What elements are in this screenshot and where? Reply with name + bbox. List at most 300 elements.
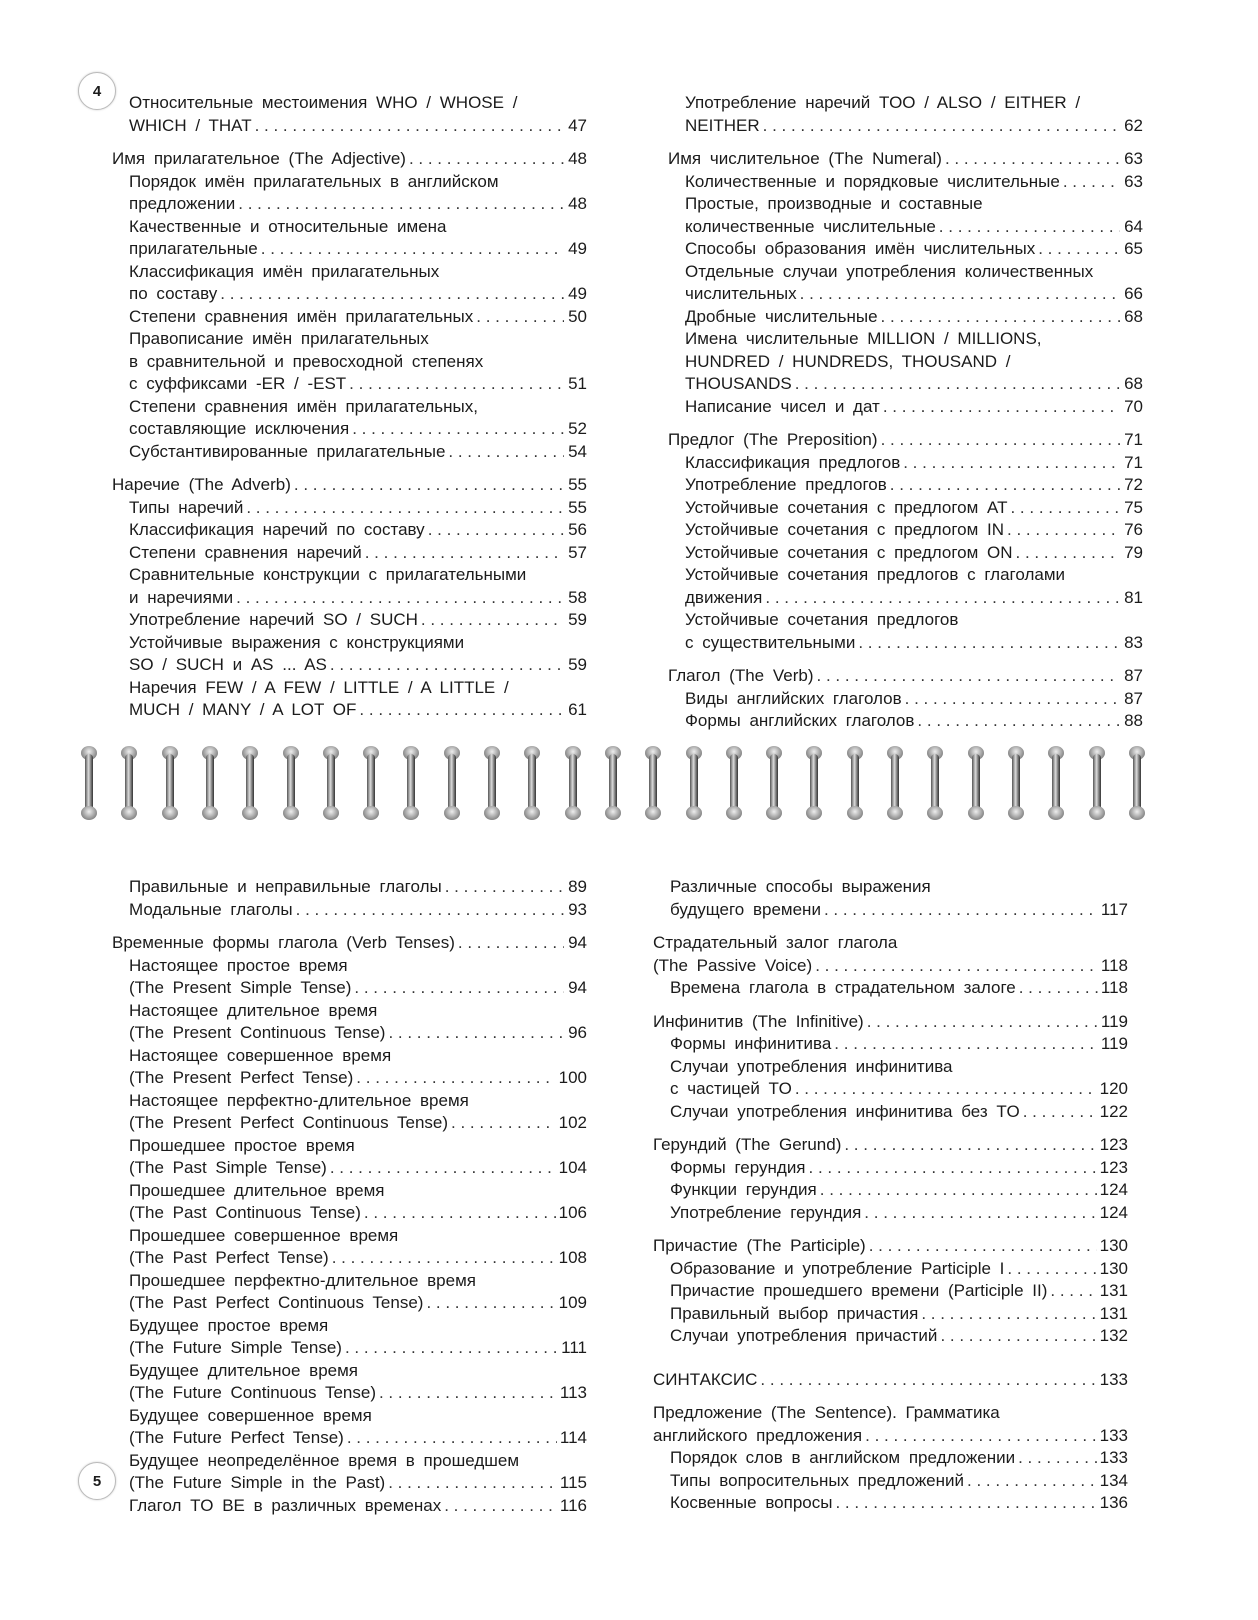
toc-entry: [653, 1033, 1128, 1056]
dot-leader: [451, 1112, 556, 1135]
toc-page-number: 71: [1124, 452, 1143, 472]
toc-page-number: 133: [1099, 1425, 1128, 1445]
toc-entry-title: Формы английских глаголов: [685, 711, 915, 730]
toc-page-number: 88: [1124, 711, 1143, 730]
spiral-ring: [78, 742, 100, 822]
dot-leader: [347, 1427, 557, 1450]
spiral-ring: [924, 742, 946, 822]
toc-entry-text: Относительные местоимения WHO / WHOSE /: [129, 93, 518, 112]
toc-entry-title: Причастие прошедшего времени (Participle II): [670, 1281, 1048, 1300]
toc-column: [112, 92, 587, 722]
dot-leader: [220, 283, 564, 306]
toc-entry-title: (The Future Simple Tense): [129, 1338, 342, 1357]
dot-leader: [765, 587, 1120, 610]
dot-leader: [421, 609, 564, 632]
toc-entry-title: Дробные числительные: [685, 306, 878, 326]
dot-leader: [817, 665, 1121, 688]
toc-entry-title: английского предложения: [653, 1425, 863, 1445]
toc-page-number: 57: [568, 542, 587, 562]
toc-entry-text: Отдельные случаи употребления количественных: [685, 261, 1094, 281]
toc-entry: [668, 542, 1143, 565]
dot-leader: [261, 238, 564, 261]
toc-entry: [668, 497, 1143, 520]
toc-entry-text: Прошедшее простое время: [129, 1135, 355, 1155]
toc-entry: [668, 148, 1143, 171]
toc-entry-title: Типы вопросительных предложений: [670, 1470, 965, 1490]
toc-entry: [112, 1450, 587, 1495]
toc-entry: [668, 665, 1143, 688]
dot-leader: [834, 1033, 1098, 1056]
spiral-ring: [642, 742, 664, 822]
toc-page-number: 59: [568, 610, 587, 629]
toc-entry: [668, 564, 1143, 609]
dot-leader: [917, 710, 1120, 733]
toc-page-number: 68: [1124, 374, 1143, 393]
toc-entry-title: Имя числительное (The Numeral): [668, 149, 942, 168]
spiral-ring: [763, 742, 785, 822]
dot-leader: [795, 1078, 1097, 1101]
toc-page-number: 122: [1099, 1101, 1128, 1121]
spiral-ring: [844, 742, 866, 822]
toc-page-number: 130: [1099, 1236, 1128, 1255]
toc-entry-title: Формы инфинитива: [670, 1034, 832, 1053]
toc-entry: [112, 1180, 587, 1225]
toc-entry: [112, 1270, 587, 1315]
dot-leader: [869, 1235, 1097, 1258]
toc-entry-text: Правописание имён прилагательных: [129, 329, 429, 348]
toc-entry: [653, 1325, 1128, 1348]
toc-page-number: 119: [1100, 1034, 1128, 1053]
dot-leader: [388, 1472, 557, 1495]
toc-page-number: 51: [568, 374, 587, 393]
dot-leader: [426, 1292, 555, 1315]
toc-entry: [112, 328, 587, 396]
toc-entry-title: Глагол TO BE в различных временах: [129, 1495, 442, 1515]
spiral-ring: [199, 742, 221, 822]
toc-entry-title: Субстантивированные прилагательные: [129, 441, 446, 461]
toc-entry: [653, 1402, 1128, 1447]
toc-entry-title: Временные формы глагола (Verb Tenses): [112, 933, 455, 952]
toc-page-number: 63: [1124, 171, 1143, 191]
dot-leader: [824, 899, 1098, 922]
toc-entry-title: Формы герундия: [670, 1157, 806, 1177]
spiral-ring: [562, 742, 584, 822]
toc-entry-title: (The Present Continuous Tense): [129, 1023, 386, 1042]
dot-leader: [379, 1382, 557, 1405]
dot-leader: [809, 1157, 1097, 1180]
dot-leader: [246, 497, 564, 520]
spiral-ring: [1086, 742, 1108, 822]
toc-entry-title: Употребление наречий SO / SUCH: [129, 610, 418, 629]
toc-page-number: 64: [1124, 216, 1143, 236]
toc-entry: [112, 216, 587, 261]
toc-page-number: 48: [568, 194, 587, 213]
toc-entry-text: HUNDRED / HUNDREDS, THOUSAND /: [685, 351, 1011, 371]
spiral-ring: [683, 742, 705, 822]
dot-leader: [294, 474, 564, 497]
toc-entry: [653, 1258, 1128, 1281]
toc-entry-title: прилагательные: [129, 239, 258, 258]
toc-entry: [668, 474, 1143, 497]
dot-leader: [458, 932, 564, 955]
top-page: [0, 0, 1258, 760]
toc-entry: [653, 1280, 1128, 1303]
spiral-ring: [360, 742, 382, 822]
toc-entry-title: (The Passive Voice): [653, 955, 813, 975]
toc-entry: [668, 193, 1143, 238]
toc-entry-title: Степени сравнения имён прилагательных: [129, 306, 474, 326]
spiral-ring: [602, 742, 624, 822]
dot-leader: [881, 429, 1120, 452]
toc-entry: [668, 688, 1143, 711]
toc-entry: [668, 429, 1143, 452]
toc-entry: [112, 955, 587, 1000]
toc-entry-title: Устойчивые сочетания с предлогом IN: [685, 520, 1005, 539]
toc-entry-title: (The Past Simple Tense): [129, 1158, 327, 1177]
toc-entry-title: составляющие исключения: [129, 419, 350, 438]
toc-page-number: 52: [568, 419, 587, 438]
spiral-ring: [239, 742, 261, 822]
toc-page-number: 56: [568, 520, 587, 539]
dot-leader: [945, 148, 1120, 171]
toc-column: [668, 92, 1143, 733]
dot-leader: [296, 899, 564, 922]
toc-entry-text: Качественные и относительные имена: [129, 216, 447, 236]
spiral-ring: [159, 742, 181, 822]
toc-entry-title: (The Past Perfect Tense): [129, 1248, 329, 1267]
spiral-ring: [481, 742, 503, 822]
dot-leader: [444, 1495, 557, 1518]
toc-entry: [668, 452, 1143, 475]
toc-entry: [653, 1235, 1128, 1258]
toc-entry-title: Модальные глаголы: [129, 899, 293, 919]
toc-entry-title: (The Present Perfect Continuous Tense): [129, 1113, 449, 1132]
toc-page-number: 108: [558, 1248, 587, 1267]
toc-page-number: 54: [568, 441, 587, 461]
toc-page-number: 55: [568, 497, 587, 517]
page-number: 5: [92, 1472, 102, 1490]
toc-page-number: 132: [1099, 1326, 1128, 1345]
toc-entry-title: Функции герундия: [670, 1180, 817, 1199]
toc-page-number: 81: [1124, 587, 1143, 607]
toc-entry: [112, 677, 587, 722]
toc-entry-title: Случаи употребления причастий: [670, 1326, 938, 1345]
toc-entry-title: Употребление герундия: [670, 1202, 862, 1222]
dot-leader: [1010, 497, 1120, 520]
toc-page-number: 119: [1100, 1011, 1128, 1031]
spiral-ring: [400, 742, 422, 822]
toc-column: [653, 876, 1128, 1515]
toc-entry: [112, 1405, 587, 1450]
toc-page-number: 118: [1100, 955, 1128, 975]
toc-entry-title: (The Present Perfect Tense): [129, 1068, 354, 1087]
toc-page-number: 83: [1124, 632, 1143, 652]
spiral-ring: [1005, 742, 1027, 822]
spiral-ring: [723, 742, 745, 822]
toc-page-number: 68: [1124, 306, 1143, 326]
spiral-ring: [1126, 742, 1148, 822]
toc-page-number: 123: [1099, 1135, 1128, 1154]
toc-entry-title: Устойчивые сочетания с предлогом AT: [685, 497, 1008, 517]
toc-page-number: 111: [561, 1338, 587, 1357]
toc-entry: [653, 1202, 1128, 1225]
toc-entry: [653, 932, 1128, 977]
dot-leader: [921, 1303, 1096, 1326]
dot-leader: [865, 1425, 1097, 1448]
toc-page-number: 75: [1124, 497, 1143, 517]
toc-entry-title: Случаи употребления инфинитива без TO: [670, 1101, 1020, 1121]
dot-leader: [940, 1325, 1096, 1348]
toc-entry: [668, 609, 1143, 654]
toc-entry: [668, 519, 1143, 542]
toc-entry-text: в сравнительной и превосходной степенях: [129, 351, 484, 371]
dot-leader: [1063, 171, 1120, 194]
toc-page-number: 47: [568, 115, 587, 135]
toc-entry: [653, 1179, 1128, 1202]
dot-leader: [1023, 1101, 1097, 1124]
toc-entry: [653, 1470, 1128, 1493]
toc-entry-title: Количественные и порядковые числительные: [685, 171, 1060, 191]
dot-leader: [1016, 542, 1120, 565]
dot-leader: [883, 396, 1120, 419]
toc-entry: [668, 261, 1143, 306]
toc-page-number: 89: [568, 877, 587, 896]
toc-page-number: 120: [1099, 1079, 1128, 1098]
toc-entry: [112, 396, 587, 441]
spiral-ring: [521, 742, 543, 822]
toc-entry-text: Будущее неопределённое время в прошедшем: [129, 1450, 520, 1470]
toc-entry-title: Правильный выбор причастия: [670, 1303, 919, 1323]
dot-leader: [448, 441, 564, 464]
dot-leader: [967, 1470, 1097, 1493]
toc-entry: [668, 328, 1143, 396]
toc-entry-title: Устойчивые сочетания с предлогом ON: [685, 542, 1013, 562]
toc-page-number: 124: [1099, 1180, 1128, 1199]
toc-entry-text: Прошедшее длительное время: [129, 1180, 385, 1200]
spiral-binding: [0, 742, 1258, 822]
toc-entry-title: Косвенные вопросы: [670, 1493, 833, 1512]
toc-entry-text: Будущее длительное время: [129, 1360, 359, 1380]
dot-leader: [1018, 1447, 1097, 1470]
toc-entry-text: Настоящее простое время: [129, 955, 348, 975]
toc-entry-text: Прошедшее перфектно-длительное время: [129, 1270, 476, 1290]
toc-page-number: 106: [558, 1203, 587, 1222]
toc-entry-title: (The Present Simple Tense): [129, 978, 352, 997]
dot-leader: [1038, 238, 1120, 261]
toc-entry-title: SO / SUCH и AS ... AS: [129, 655, 327, 674]
dot-leader: [330, 1157, 556, 1180]
dot-leader: [476, 306, 564, 329]
toc-entry: [112, 261, 587, 306]
page-number: 4: [92, 82, 102, 100]
toc-entry-title: СИНТАКСИС: [653, 1369, 758, 1389]
toc-entry-title: движения: [685, 587, 763, 607]
toc-page-number: 123: [1099, 1157, 1128, 1177]
toc-page-number: 131: [1099, 1303, 1128, 1323]
toc-entry: [112, 148, 587, 171]
toc-entry-title: Виды английских глаголов: [685, 688, 902, 708]
toc-entry: [112, 171, 587, 216]
toc-entry: [112, 1225, 587, 1270]
toc-entry-title: (The Future Continuous Tense): [129, 1383, 376, 1402]
toc-entry: [112, 519, 587, 542]
dot-leader: [1007, 1258, 1096, 1281]
dot-leader: [409, 148, 564, 171]
toc-entry-title: (The Past Perfect Continuous Tense): [129, 1293, 424, 1312]
toc-entry-title: WHICH / THAT: [129, 115, 252, 135]
toc-entry: [112, 497, 587, 520]
toc-entry-title: Образование и употребление Participle I: [670, 1258, 1005, 1278]
dot-leader: [356, 1067, 555, 1090]
toc-entry: [668, 238, 1143, 261]
toc-entry: [112, 441, 587, 464]
dot-leader: [939, 216, 1120, 239]
toc-entry-text: Наречия FEW / A FEW / LITTLE / A LITTLE /: [129, 677, 509, 697]
dot-leader: [881, 306, 1120, 329]
dot-leader: [815, 955, 1098, 978]
toc-entry-title: Порядок слов в английском предложении: [670, 1448, 1016, 1467]
toc-entry-title: Предлог (The Preposition): [668, 430, 878, 449]
toc-entry-title: Времена глагола в страдательном залоге: [670, 978, 1016, 997]
toc-entry-title: (The Past Continuous Tense): [129, 1203, 361, 1222]
toc-page-number: 59: [568, 655, 587, 674]
spiral-ring: [280, 742, 302, 822]
toc-entry-text: Предложение (The Sentence). Грамматика: [653, 1403, 1000, 1422]
toc-page-number: 63: [1124, 149, 1143, 168]
toc-entry-text: Будущее простое время: [129, 1315, 329, 1335]
toc-entry-text: Устойчивые выражения с конструкциями: [129, 632, 465, 652]
toc-page-number: 76: [1124, 520, 1143, 539]
spiral-ring: [965, 742, 987, 822]
spiral-ring: [118, 742, 140, 822]
toc-entry-text: Настоящее совершенное время: [129, 1045, 392, 1065]
toc-entry-text: Будущее совершенное время: [129, 1405, 372, 1425]
dot-leader: [238, 193, 564, 216]
toc-entry: [668, 710, 1143, 733]
toc-page-number: 48: [568, 149, 587, 168]
toc-entry-title: Способы образования имён числительных: [685, 239, 1036, 258]
dot-leader: [820, 1179, 1097, 1202]
toc-entry-text: Устойчивые сочетания предлогов с глаголами: [685, 565, 1066, 584]
dot-leader: [864, 1202, 1096, 1225]
dot-leader: [349, 373, 564, 396]
toc-entry-text: Случаи употребления инфинитива: [670, 1056, 953, 1076]
dot-leader: [1019, 977, 1098, 1000]
toc-page-number: 49: [568, 284, 587, 303]
toc-entry: [112, 474, 587, 497]
toc-page-number: 87: [1124, 666, 1143, 685]
toc-entry-title: Типы наречий: [129, 497, 244, 517]
toc-entry: [653, 1056, 1128, 1101]
bottom-page: [0, 858, 1258, 1620]
toc-page-number: 50: [568, 306, 587, 326]
toc-entry-title: предложении: [129, 194, 236, 213]
toc-page-number: 49: [568, 239, 587, 258]
toc-page-number: 62: [1124, 115, 1143, 135]
spiral-ring: [884, 742, 906, 822]
toc-page-number: 114: [559, 1428, 587, 1447]
toc-entry: [112, 1090, 587, 1135]
toc-entry-title: MUCH / MANY / A LOT OF: [129, 700, 357, 719]
toc-entry: [668, 306, 1143, 329]
toc-entry: [653, 1134, 1128, 1157]
toc-entry: [112, 1360, 587, 1405]
dot-leader: [905, 688, 1120, 711]
toc-entry-title: Причастие (The Participle): [653, 1236, 866, 1255]
toc-page-number: 116: [559, 1495, 587, 1515]
toc-entry: [112, 1000, 587, 1045]
toc-entry-text: Простые, производные и составные: [685, 194, 983, 213]
toc-entry-title: Имя прилагательное (The Adjective): [112, 149, 406, 168]
toc-page-number: 131: [1099, 1281, 1128, 1300]
toc-page-number: 124: [1099, 1202, 1128, 1222]
toc-entry: [112, 632, 587, 677]
dot-leader: [359, 699, 564, 722]
toc-entry-title: и наречиями: [129, 587, 234, 607]
toc-page-number: 113: [559, 1383, 587, 1402]
dot-leader: [354, 977, 564, 1000]
toc-column: [112, 876, 587, 1517]
toc-entry: [112, 92, 587, 137]
toc-page-number: 79: [1124, 542, 1143, 562]
toc-entry-title: Наречие (The Adverb): [112, 475, 291, 494]
toc-entry: [112, 1315, 587, 1360]
toc-entry: [653, 1369, 1128, 1392]
toc-entry-title: Классификация наречий по составу: [129, 520, 425, 539]
toc-page-number: 58: [568, 587, 587, 607]
toc-entry: [668, 92, 1143, 137]
spiral-ring: [320, 742, 342, 822]
toc-page-number: 55: [568, 475, 587, 494]
toc-entry: [653, 1303, 1128, 1326]
toc-entry-text: Степени сравнения имён прилагательных,: [129, 396, 478, 416]
toc-entry-title: Правильные и неправильные глаголы: [129, 877, 442, 896]
dot-leader: [255, 115, 564, 138]
spiral-ring: [441, 742, 463, 822]
toc-page-number: 104: [558, 1158, 587, 1177]
toc-entry-text: Устойчивые сочетания предлогов: [685, 610, 959, 629]
dot-leader: [890, 474, 1120, 497]
dot-leader: [445, 876, 564, 899]
toc-entry-title: Написание чисел и дат: [685, 396, 880, 416]
toc-page-number: 94: [568, 933, 587, 952]
dot-leader: [867, 1011, 1098, 1034]
toc-entry-title: (The Future Simple in the Past): [129, 1473, 386, 1492]
toc-entry-title: по составу: [129, 284, 218, 303]
spiral-ring: [1045, 742, 1067, 822]
toc-entry: [112, 1135, 587, 1180]
dot-leader: [844, 1134, 1096, 1157]
toc-entry: [653, 1492, 1128, 1515]
dot-leader: [364, 1202, 556, 1225]
dot-leader: [835, 1492, 1096, 1515]
dot-leader: [858, 632, 1120, 655]
toc-page-number: 109: [558, 1293, 587, 1312]
toc-entry: [112, 1495, 587, 1518]
dot-leader: [352, 418, 564, 441]
toc-page-number: 70: [1124, 396, 1143, 416]
dot-leader: [1050, 1280, 1096, 1303]
toc-entry-title: Глагол (The Verb): [668, 666, 814, 685]
toc-page-number: 136: [1099, 1493, 1128, 1512]
toc-entry: [112, 306, 587, 329]
toc-entry-text: Классификация имён прилагательных: [129, 261, 440, 281]
toc-page-number: 133: [1099, 1369, 1128, 1389]
spiral-ring: [803, 742, 825, 822]
toc-entry: [112, 542, 587, 565]
toc-page-number: 100: [558, 1068, 587, 1087]
dot-leader: [388, 1022, 564, 1045]
